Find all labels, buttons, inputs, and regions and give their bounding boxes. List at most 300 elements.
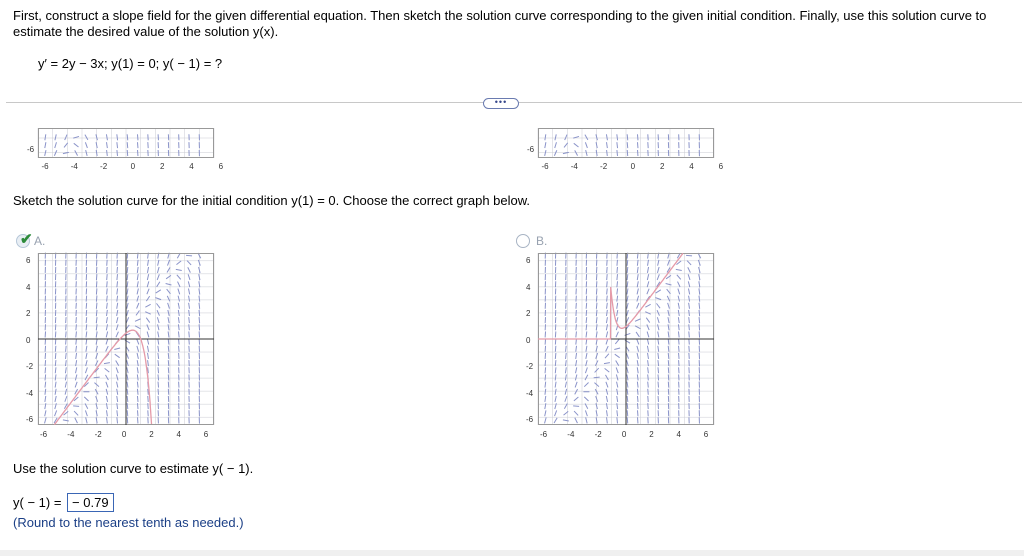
slope-segment — [586, 310, 587, 316]
slope-segment — [668, 360, 669, 366]
slope-segment — [658, 346, 659, 352]
slope-segment — [137, 382, 138, 388]
slope-segment — [688, 274, 690, 280]
slope-segment — [689, 296, 690, 302]
slope-segment — [116, 324, 118, 330]
slope-segment — [607, 281, 608, 287]
slope-segment — [606, 382, 608, 388]
slope-segment — [627, 288, 628, 294]
slope-segment — [657, 267, 659, 273]
slope-segment — [605, 368, 610, 372]
slope-segment — [188, 288, 189, 294]
slope-segment — [555, 410, 557, 416]
slope-segment — [177, 275, 181, 280]
slope-segment — [65, 374, 66, 380]
x-tick-label: 6 — [718, 162, 724, 171]
slope-segment — [55, 382, 56, 388]
slope-segment — [158, 374, 159, 380]
slope-segment — [107, 296, 108, 302]
slope-segment — [137, 274, 138, 280]
slope-segment — [656, 303, 660, 308]
slope-segment — [689, 310, 690, 316]
slope-segment — [187, 261, 191, 265]
slope-segment — [627, 417, 628, 423]
slope-segment — [96, 303, 97, 309]
top-right-x-ticks — [530, 160, 724, 172]
slope-segment — [555, 396, 556, 402]
option-b-graph[interactable] — [538, 253, 714, 425]
answer-label: y( − 1) = — [13, 495, 62, 510]
bottom-bar — [0, 550, 1024, 556]
slope-segment — [86, 346, 87, 352]
slope-segment — [137, 289, 138, 295]
slope-segment — [127, 142, 128, 148]
x-tick-label: -4 — [567, 430, 575, 439]
slope-segment — [576, 317, 577, 323]
slope-segment — [596, 331, 597, 337]
slope-segment — [678, 317, 679, 323]
slope-segment — [607, 274, 608, 280]
x-tick-label: -2 — [94, 430, 102, 439]
slope-segment — [117, 303, 118, 309]
problem-prompt: First, construct a slope field for the given differential equation. Then sketch the solution curve corresponding to the given initial condition. Finally, use this solution curve to estimate the desired value of the solution y(x). — [13, 8, 987, 39]
slope-segment — [606, 396, 607, 402]
slope-segment — [168, 310, 169, 316]
slope-segment — [137, 296, 139, 302]
slope-segment — [617, 382, 618, 388]
slope-segment — [178, 289, 180, 295]
x-tick-label: 6 — [203, 430, 209, 439]
slope-segment — [678, 310, 679, 316]
slope-segment — [127, 389, 128, 395]
slope-segment — [137, 396, 138, 402]
y-tick-label: -2 — [526, 362, 534, 371]
slope-segment — [545, 382, 546, 388]
slope-segment — [657, 274, 659, 280]
slope-segment — [76, 346, 77, 352]
slope-segment — [157, 317, 159, 323]
solution-curve — [54, 330, 151, 424]
slope-segment — [545, 142, 546, 148]
slope-segment — [607, 417, 608, 423]
estimate-prompt: Use the solution curve to estimate y( − 1). — [13, 461, 254, 476]
slope-segment — [107, 150, 108, 156]
slope-segment — [76, 317, 77, 323]
slope-segment — [606, 134, 607, 140]
slope-segment — [617, 142, 618, 148]
slope-segment — [627, 296, 628, 302]
slope-segment — [605, 375, 608, 380]
slope-segment — [117, 288, 118, 294]
expand-more-button[interactable]: ••• — [483, 98, 519, 109]
slope-segment — [678, 296, 679, 302]
slope-segment — [606, 410, 607, 416]
x-tick-label: 2 — [659, 162, 665, 171]
slope-segment — [127, 367, 128, 373]
x-tick-label: 0 — [621, 430, 627, 439]
slope-segment — [606, 346, 609, 351]
sketch-prompt: Sketch the solution curve for the initial condition y(1) = 0. Choose the correct graph below. — [13, 193, 531, 208]
slope-segment — [596, 150, 597, 156]
slope-segment — [167, 296, 169, 301]
slope-segment — [178, 324, 179, 330]
slope-segment — [545, 418, 547, 424]
slope-segment — [596, 296, 597, 302]
slope-segment — [637, 396, 638, 402]
slope-segment — [86, 353, 87, 359]
slope-segment — [126, 353, 128, 359]
slope-segment — [637, 389, 638, 395]
x-tick-label: 4 — [176, 430, 181, 439]
slope-segment — [545, 389, 546, 395]
slope-segment — [137, 281, 138, 287]
slope-segment — [147, 325, 149, 331]
slope-segment — [555, 134, 556, 140]
slope-segment — [554, 150, 556, 155]
slope-segment — [75, 418, 78, 423]
slope-segment — [699, 281, 700, 287]
slope-segment — [55, 346, 56, 352]
slope-segment — [636, 332, 639, 337]
x-tick-label: 2 — [159, 162, 165, 171]
slope-segment — [657, 317, 659, 323]
slope-segment — [65, 367, 66, 373]
slope-segment — [117, 296, 118, 302]
slope-segment — [137, 267, 138, 273]
slope-segment — [688, 281, 689, 287]
x-tick-label: -4 — [70, 162, 78, 171]
slope-segment — [699, 310, 700, 316]
slope-segment — [158, 353, 159, 359]
x-tick-label: 4 — [689, 162, 694, 171]
slope-segment — [75, 375, 77, 381]
slope-segment — [658, 360, 659, 366]
x-tick-label: -6 — [540, 430, 548, 439]
slope-segment — [146, 296, 149, 301]
slope-segment — [107, 281, 108, 287]
slope-segment — [565, 374, 566, 380]
top-left-x-ticks — [30, 160, 224, 172]
slope-segment — [606, 332, 607, 338]
slope-segment — [76, 331, 77, 337]
slope-segment — [645, 304, 650, 307]
slope-segment — [127, 417, 128, 423]
slope-segment — [678, 282, 681, 287]
slope-segment — [117, 382, 118, 388]
slope-segment — [158, 324, 159, 330]
slope-segment — [596, 142, 597, 148]
slope-segment — [155, 298, 161, 300]
slope-segment — [86, 418, 87, 424]
slope-segment — [606, 324, 607, 330]
slope-segment — [96, 296, 97, 302]
slope-segment — [105, 375, 108, 380]
slope-segment — [668, 353, 669, 359]
slope-segment — [106, 317, 107, 323]
slope-segment — [648, 374, 649, 380]
slope-segment — [117, 317, 118, 323]
slope-segment — [637, 289, 638, 295]
x-tick-label: 0 — [130, 162, 136, 171]
y-tick-label: -2 — [26, 362, 34, 371]
slope-segment — [116, 332, 118, 337]
x-tick-label: -2 — [100, 162, 108, 171]
slope-segment — [566, 353, 567, 359]
slope-segment — [127, 303, 128, 309]
slope-segment — [576, 353, 577, 359]
slope-segment — [617, 267, 618, 273]
slope-segment — [563, 152, 569, 153]
slope-segment — [555, 374, 556, 380]
slope-segment — [106, 134, 107, 140]
slope-segment — [189, 310, 190, 316]
slope-segment — [168, 346, 169, 352]
slope-segment — [637, 353, 638, 359]
slope-segment — [106, 389, 108, 395]
slope-segment — [66, 331, 67, 337]
slope-segment — [199, 303, 200, 309]
slope-segment — [76, 324, 77, 330]
slope-segment — [574, 397, 578, 401]
slope-segment — [167, 267, 170, 272]
top-left-slope-field — [38, 128, 214, 158]
slope-segment — [147, 332, 149, 338]
slope-segment — [96, 288, 97, 294]
slope-segment — [617, 288, 618, 294]
slope-segment — [617, 274, 618, 280]
slope-segment — [617, 296, 618, 302]
slope-segment — [96, 331, 97, 337]
slope-segment — [555, 382, 556, 388]
slope-segment — [157, 274, 159, 280]
slope-segment — [627, 142, 628, 148]
slope-segment — [106, 324, 107, 330]
slope-segment — [127, 260, 128, 266]
slope-segment — [127, 267, 128, 273]
slope-segment — [637, 367, 638, 373]
slope-segment — [689, 339, 690, 345]
x-tick-label: 4 — [189, 162, 194, 171]
slope-segment — [656, 290, 661, 293]
slope-segment — [689, 303, 690, 309]
slope-segment — [137, 389, 138, 395]
slope-segment — [189, 331, 190, 337]
slope-segment — [107, 274, 108, 280]
slope-segment — [55, 389, 56, 395]
slope-segment — [94, 377, 100, 378]
slope-segment — [96, 150, 97, 156]
slope-segment — [565, 389, 567, 395]
slope-segment — [178, 282, 181, 287]
slope-segment — [658, 374, 659, 380]
slope-segment — [576, 367, 577, 373]
slope-segment — [607, 150, 608, 156]
x-tick-label: -6 — [41, 162, 49, 171]
slope-segment — [678, 289, 680, 295]
slope-segment — [647, 274, 648, 280]
slope-segment — [616, 367, 618, 373]
slope-segment — [575, 375, 577, 381]
slope-segment — [86, 310, 87, 316]
slope-segment — [699, 288, 700, 294]
slope-segment — [168, 339, 169, 345]
slope-segment — [105, 368, 110, 372]
slope-segment — [604, 363, 610, 364]
slope-segment — [648, 389, 649, 395]
slope-segment — [576, 324, 577, 330]
x-tick-label: 0 — [630, 162, 636, 171]
slope-segment — [84, 397, 88, 401]
slope-segment — [606, 317, 607, 323]
slope-segment — [158, 339, 159, 345]
slope-segment — [117, 310, 118, 316]
slope-segment — [607, 310, 608, 316]
slope-segment — [117, 267, 118, 273]
slope-segment — [647, 346, 648, 352]
slope-segment — [615, 354, 620, 357]
slope-segment — [115, 354, 120, 357]
slope-segment — [647, 325, 649, 331]
slope-segment — [186, 255, 192, 256]
slope-segment — [585, 367, 587, 373]
slope-segment — [199, 324, 200, 330]
slope-segment — [617, 410, 618, 416]
slope-segment — [76, 367, 77, 373]
slope-segment — [85, 135, 88, 140]
slope-segment — [65, 396, 67, 402]
slope-segment — [147, 267, 148, 273]
slope-segment — [147, 346, 148, 352]
slope-segment — [117, 142, 118, 148]
slope-segment — [86, 339, 87, 345]
slope-segment — [147, 339, 148, 345]
slope-segment — [179, 339, 180, 345]
slope-segment — [156, 303, 160, 308]
slope-segment — [699, 274, 700, 280]
slope-segment — [605, 354, 609, 359]
slope-segment — [107, 417, 108, 423]
slope-segment — [178, 296, 179, 302]
slope-segment — [585, 410, 587, 416]
slope-segment — [65, 382, 66, 388]
option-b-radio[interactable] — [516, 234, 530, 248]
slope-segment — [168, 317, 169, 323]
slope-segment — [86, 303, 87, 309]
slope-segment — [148, 389, 149, 395]
slope-segment — [106, 382, 108, 388]
option-a-graph[interactable] — [38, 253, 214, 425]
slope-segment — [127, 296, 128, 302]
slope-segment — [647, 281, 649, 287]
slope-segment — [668, 331, 669, 337]
slope-segment — [85, 375, 88, 380]
slope-segment — [45, 360, 46, 366]
slope-segment — [586, 324, 587, 330]
slope-segment — [189, 317, 190, 323]
slope-segment — [96, 142, 97, 148]
slope-segment — [596, 417, 597, 423]
slope-segment — [637, 346, 639, 352]
slope-segment — [188, 281, 189, 287]
slope-segment — [575, 389, 578, 394]
slope-segment — [617, 417, 618, 423]
slope-segment — [55, 353, 56, 359]
slope-segment — [627, 267, 628, 273]
slope-segment — [699, 296, 700, 302]
x-tick-label: 2 — [149, 430, 154, 439]
slope-segment — [627, 303, 628, 309]
slope-segment — [585, 375, 588, 380]
y-tick-label: 0 — [26, 335, 31, 345]
slope-segment — [76, 353, 77, 359]
slope-segment — [566, 331, 567, 337]
slope-segment — [575, 418, 578, 423]
slope-segment — [668, 324, 669, 330]
slope-segment — [137, 339, 139, 345]
slope-segment — [627, 410, 628, 416]
slope-segment — [96, 310, 97, 316]
slope-segment — [637, 281, 638, 287]
slope-segment — [637, 296, 639, 302]
option-b-label: B. — [536, 234, 548, 248]
differential-equation: y′ = 2y − 3x; y(1) = 0; y( − 1) = ? — [38, 56, 223, 71]
slope-segment — [616, 332, 618, 337]
slope-segment — [127, 374, 128, 380]
slope-segment — [647, 332, 649, 338]
slope-segment — [66, 346, 67, 352]
slope-segment — [168, 303, 170, 309]
slope-segment — [106, 339, 108, 345]
slope-segment — [586, 418, 587, 424]
x-tick-label: 6 — [218, 162, 224, 171]
slope-segment — [178, 303, 179, 309]
x-tick-label: -6 — [40, 430, 48, 439]
slope-segment — [617, 134, 618, 140]
slope-segment — [117, 410, 118, 416]
slope-segment — [114, 348, 120, 350]
slope-segment — [575, 150, 578, 155]
slope-segment — [137, 367, 138, 373]
slope-segment — [188, 274, 190, 280]
slope-segment — [545, 367, 546, 373]
slope-segment — [688, 267, 691, 272]
slope-segment — [147, 289, 149, 295]
slope-segment — [107, 288, 108, 294]
slope-segment — [627, 374, 628, 380]
slope-segment — [647, 339, 648, 345]
slope-segment — [575, 382, 577, 388]
slope-segment — [96, 324, 97, 330]
slope-segment — [146, 318, 149, 323]
slope-segment — [689, 331, 690, 337]
slope-segment — [45, 418, 47, 424]
slope-segment — [596, 324, 597, 330]
slope-segment — [127, 288, 128, 294]
slope-segment — [676, 269, 682, 270]
slope-segment — [107, 310, 108, 316]
slope-segment — [667, 296, 669, 301]
slope-segment — [635, 319, 640, 321]
slope-segment — [176, 261, 181, 265]
slope-segment — [166, 284, 172, 286]
y-tick-label: -4 — [26, 388, 34, 398]
slope-segment — [565, 367, 566, 373]
slope-segment — [699, 317, 700, 323]
slope-segment — [565, 135, 567, 141]
answer-input[interactable]: − 0.79 — [67, 493, 114, 512]
slope-segment — [648, 367, 649, 373]
slope-segment — [189, 339, 190, 345]
